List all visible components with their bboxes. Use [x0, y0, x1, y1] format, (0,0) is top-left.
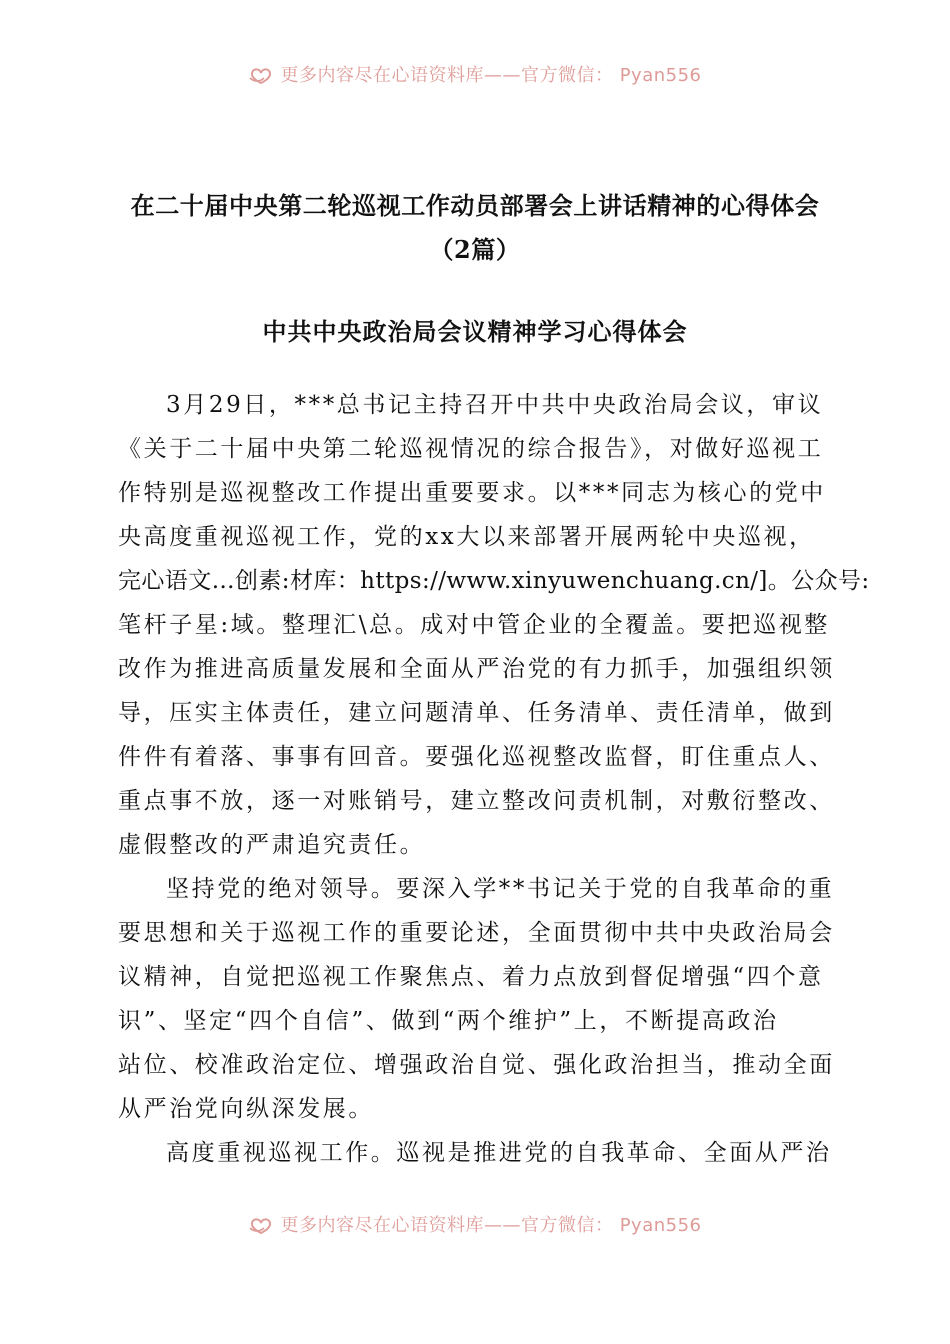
- document-title-line-2: （2篇）: [429, 235, 521, 264]
- body-line-15: 识”、坚定“四个自信”、做到“两个维护”上，不断提高政治: [118, 1008, 779, 1034]
- body-line-7: 改作为推进高质量发展和全面从严治党的有力抓手，加强组织领: [118, 656, 835, 682]
- body-line-13: 要思想和关于巡视工作的重要论述，全面贯彻中共中央政治局会: [118, 920, 835, 946]
- watermark-bottom-content: [248, 1212, 701, 1236]
- watermark-top: [0, 62, 950, 86]
- body-line-6: 笔杆子星:域。整理汇\总。成对中管企业的全覆盖。要把巡视整: [118, 612, 830, 638]
- body-line-5: 完心语文…创素:材库：https://www.xinyuwenchuang.cn/]。公众号:: [118, 568, 870, 594]
- body-line-3: 作特别是巡视整改工作提出重要要求。以***同志为核心的党中: [118, 480, 826, 506]
- body-line-8: 导，压实主体责任，建立问题清单、任务清单、责任清单，做到: [118, 700, 835, 726]
- watermark-bottom: [0, 1212, 950, 1236]
- body-line-11: 虚假整改的严肃追究责任。: [118, 832, 426, 858]
- body-line-16: 站位、校准政治定位、增强政治自觉、强化政治担当，推动全面: [118, 1052, 835, 1078]
- body-line-2: 《关于二十届中央第二轮巡视情况的综合报告》，对做好巡视工: [118, 436, 824, 462]
- body-line-18: 高度重视巡视工作。巡视是推进党的自我革命、全面从严治: [166, 1140, 832, 1166]
- watermark-bottom-text: 更多内容尽在心语资料库——官方微信： Pyan556: [280, 1215, 702, 1236]
- body-line-12: 坚持党的绝对领导。要深入学**书记关于党的自我革命的重: [166, 876, 835, 902]
- body-line-10: 重点事不放，逐一对账销号，建立整改问责机制，对敷衍整改、: [118, 788, 835, 814]
- heart-swirl-logo-icon: [248, 1214, 274, 1234]
- watermark-top-content: [248, 62, 701, 86]
- body-line-4: 央高度重视巡视工作，党的xx大以来部署开展两轮中央巡视，: [118, 524, 815, 550]
- heart-swirl-logo-icon: [248, 64, 274, 84]
- body-line-14: 议精神，自觉把巡视工作聚焦点、着力点放到督促增强“四个意: [118, 964, 824, 990]
- body-line-9: 件件有着落、事事有回音。要强化巡视整改监督，盯住重点人、: [118, 744, 835, 770]
- body-line-1: 3月29日，***总书记主持召开中共中央政治局会议，审议: [166, 392, 824, 418]
- body-line-17: 从严治党向纵深发展。: [118, 1096, 374, 1122]
- watermark-top-text: 更多内容尽在心语资料库——官方微信： Pyan556: [280, 65, 702, 86]
- document-title-line-1: 在二十届中央第二轮巡视工作动员部署会上讲话精神的心得体会: [130, 191, 820, 220]
- document-subtitle: 中共中央政治局会议精神学习心得体会: [262, 317, 688, 346]
